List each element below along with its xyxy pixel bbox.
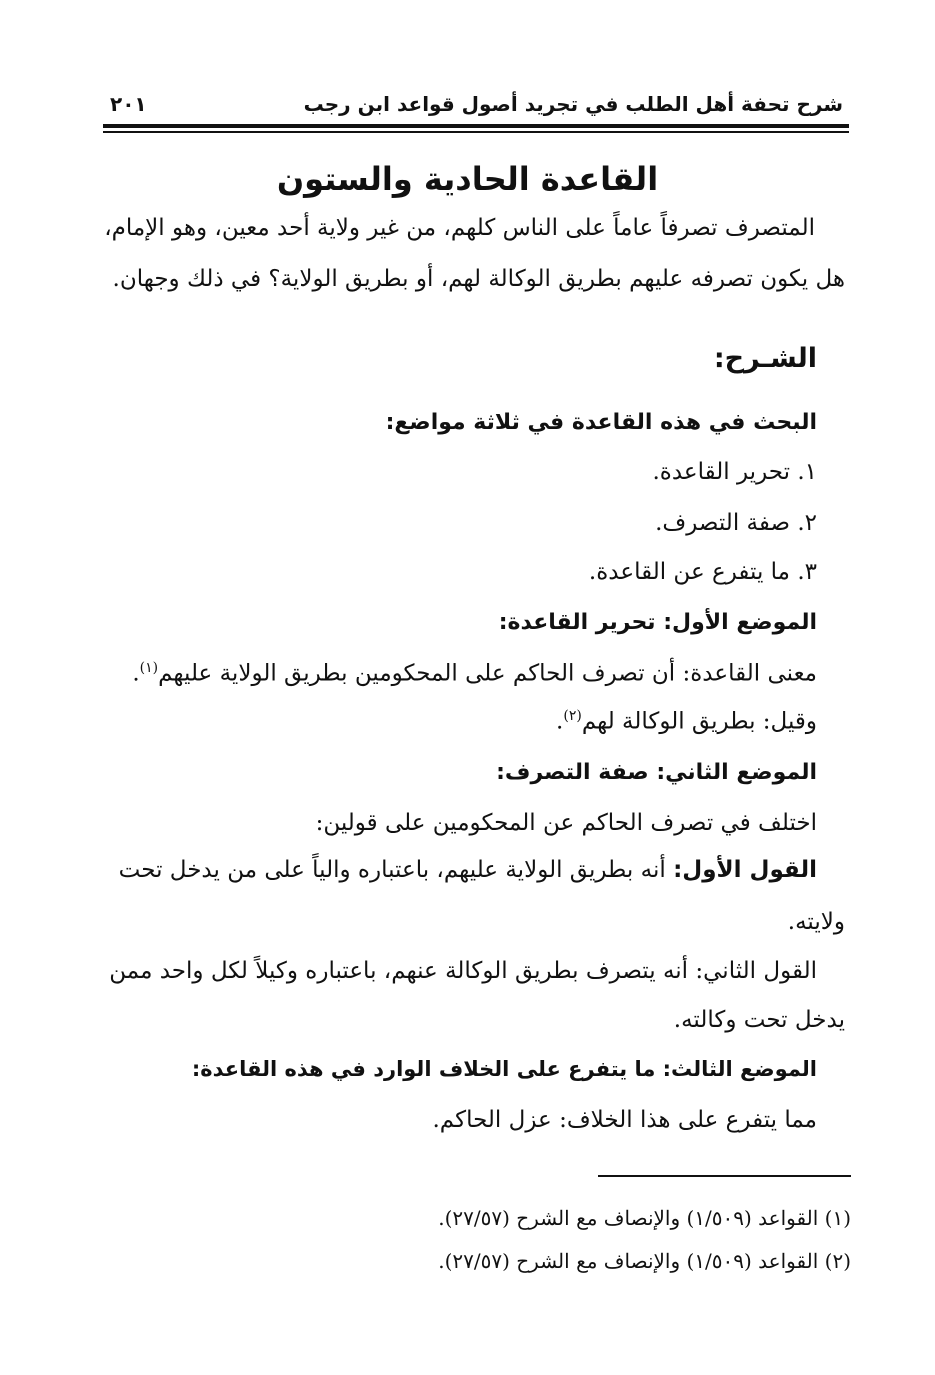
section-3-line-1: مما يتفرع على هذا الخلاف: عزل الحاكم. [432,1107,817,1133]
running-header: شرح تحفة أهل الطلب في تجريد أصول قواعد ابن رجب [303,92,843,116]
section-1-line-1-text: معنى القاعدة: أن تصرف الحاكم على المحكومين بطريق الولاية عليهم [158,660,817,687]
page-number: ٢٠١ [110,92,147,116]
section-2-heading: الموضع الثاني: صفة التصرف: [496,760,817,785]
section-1-heading: الموضع الأول: تحرير القاعدة: [498,610,817,635]
opinion-1-line-2: ولايته. [787,909,845,935]
header-rule-thick [103,124,849,128]
rule-text-line-1: المتصرف تصرفاً عاماً على الناس كلهم، من غير ولاية أحد معين، وهو الإمام، [104,215,815,241]
opinion-2-text: أنه يتصرف بطريق الوكالة عنهم، باعتباره وكيلاً لكل واحد ممن [109,958,689,984]
opinion-2-label: القول الثاني: [695,958,817,984]
opinion-1-line-1 [119,857,817,883]
section-1-line-2-text: وقيل: بطريق الوكالة لهم [581,708,817,735]
header-rule-thin [103,131,849,133]
list-item: ١. تحرير القاعدة. [652,459,817,485]
opinion-1-label: القول الأول: [673,857,817,883]
footnote: (١) القواعد (١/٥٠٩) والإنصاف مع الشرح (٢٧/٥٧). [438,1206,851,1230]
footnote-rule [598,1175,851,1177]
page-title: القاعدة الحادية والستون [276,160,659,198]
footnote-ref-1: (١) [139,660,159,676]
sharh-heading: الشـرح: [713,343,817,374]
footnote-ref-2: (٢) [563,708,582,724]
list-item: ٢. صفة التصرف. [655,510,817,536]
rule-text-line-2: هل يكون تصرفه عليهم بطريق الوكالة لهم، أو بطريق الولاية؟ في ذلك وجهان. [112,266,845,292]
footnote: (٢) القواعد (١/٥٠٩) والإنصاف مع الشرح (٢٧/٥٧). [438,1249,851,1273]
intro-line: البحث في هذه القاعدة في ثلاثة مواضع: [385,410,817,435]
section-2-intro: اختلف في تصرف الحاكم عن المحكومين على قولين: [315,810,817,836]
opinion-2-line-2: يدخل تحت وكالته. [673,1007,845,1033]
opinion-1-text: أنه بطريق الولاية عليهم، باعتباره والياً على من يدخل تحت [118,857,666,883]
opinion-2-line-1 [109,958,817,984]
section-3-heading: الموضع الثالث: ما يتفرع على الخلاف الوارد في هذه القاعدة: [191,1057,817,1081]
section-1-line-2: وقيل: بطريق الوكالة لهم$^{(٢)}$. [556,708,817,735]
section-1-line-1: معنى القاعدة: أن تصرف الحاكم على المحكومين بطريق الولاية عليهم$^{(١)}$. [132,660,817,687]
list-item: ٣. ما يتفرع عن القاعدة. [588,559,817,585]
